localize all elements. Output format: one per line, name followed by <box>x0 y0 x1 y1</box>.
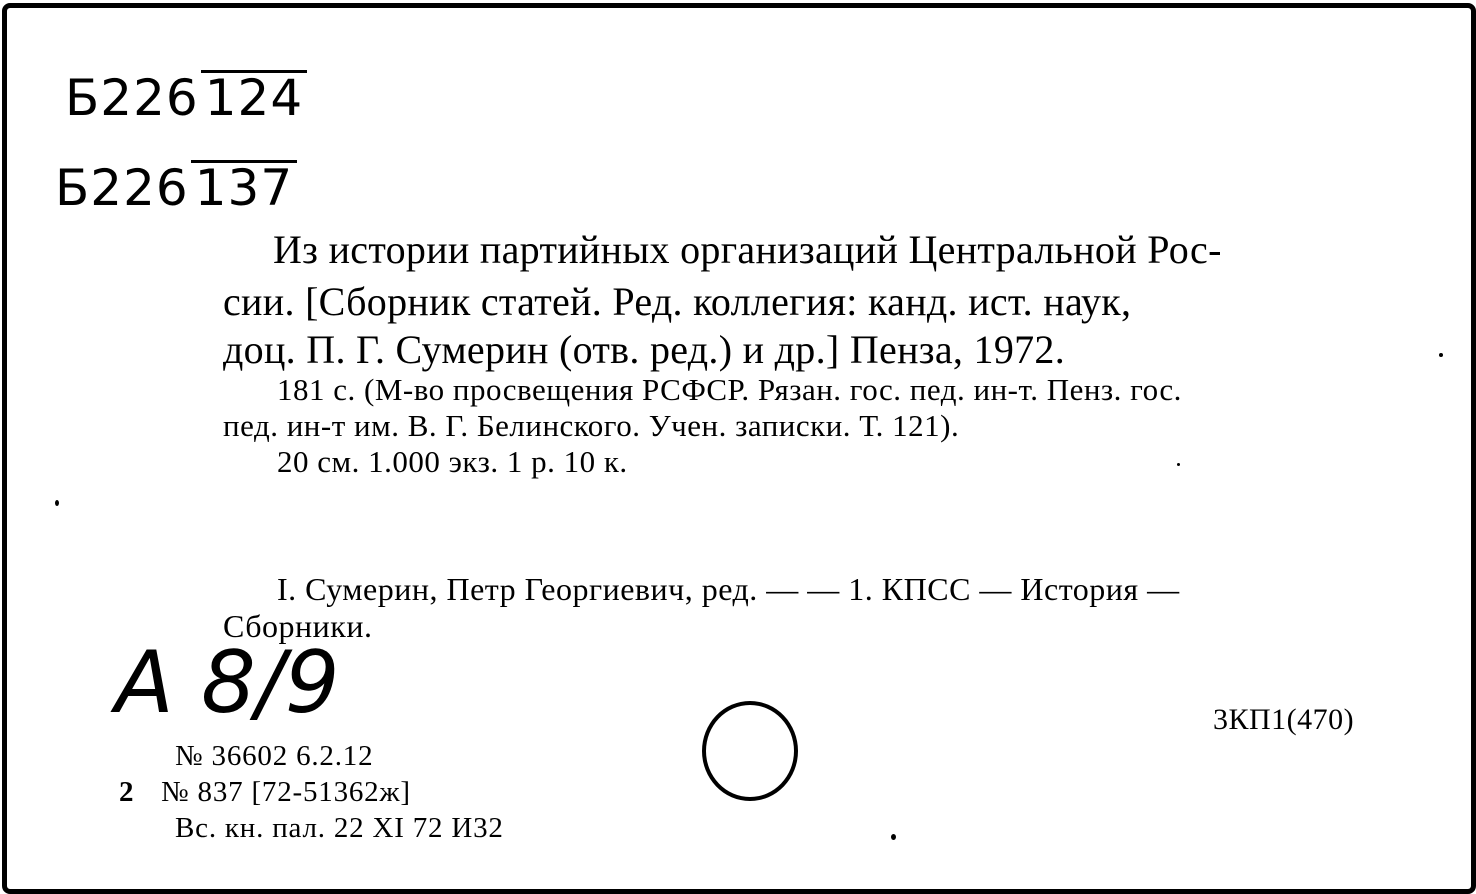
footer-line-3: Вс. кн. пал. 22 XI 72 И32 <box>175 812 504 844</box>
scan-speck <box>1177 463 1180 466</box>
footer-line-1: № 36602 6.2.12 <box>175 740 374 772</box>
scan-speck <box>891 834 896 840</box>
description-line-3: доц. П. Г. Сумерин (отв. ред.) и др.] Пенза, 1972. <box>223 327 1066 372</box>
description-line-5: пед. ин-т им. В. Г. Белинского. Учен. записки. Т. 121). <box>223 408 960 443</box>
footer-line-2: № 837 [72-51362ж] <box>161 776 411 808</box>
call-number-1-base: Б226 <box>65 69 199 127</box>
call-number-1 <box>65 48 307 127</box>
call-number-1-sub: 124 <box>201 70 307 123</box>
footer-line-2-prefix: 2 <box>119 776 135 808</box>
call-number-2-sub: 137 <box>191 160 297 213</box>
tracing-line-2: Сборники. <box>223 608 373 644</box>
location-mark: А 8/9 <box>115 633 340 733</box>
card-hole-circle <box>702 701 798 801</box>
scan-speck <box>1439 353 1443 357</box>
description-line-2: сии. [Сборник статей. Ред. коллегия: канд. ист. наук, <box>223 279 1132 324</box>
call-number-2 <box>55 138 297 217</box>
description-line-1: Из истории партийных организаций Центральной Рос- <box>273 227 1222 272</box>
scan-speck <box>55 500 59 506</box>
classification-index: 3КП1(470) <box>1213 703 1355 736</box>
description-line-4: 181 с. (М-во просвещения РСФСР. Рязан. гос. пед. ин-т. Пенз. гос. <box>277 372 1182 407</box>
catalog-card <box>2 3 1476 894</box>
call-number-2-base: Б226 <box>55 159 189 217</box>
description-line-6: 20 см. 1.000 экз. 1 р. 10 к. <box>277 444 628 479</box>
tracing-line-1: I. Сумерин, Петр Георгиевич, ред. — — 1. КПСС — История — <box>277 571 1180 607</box>
